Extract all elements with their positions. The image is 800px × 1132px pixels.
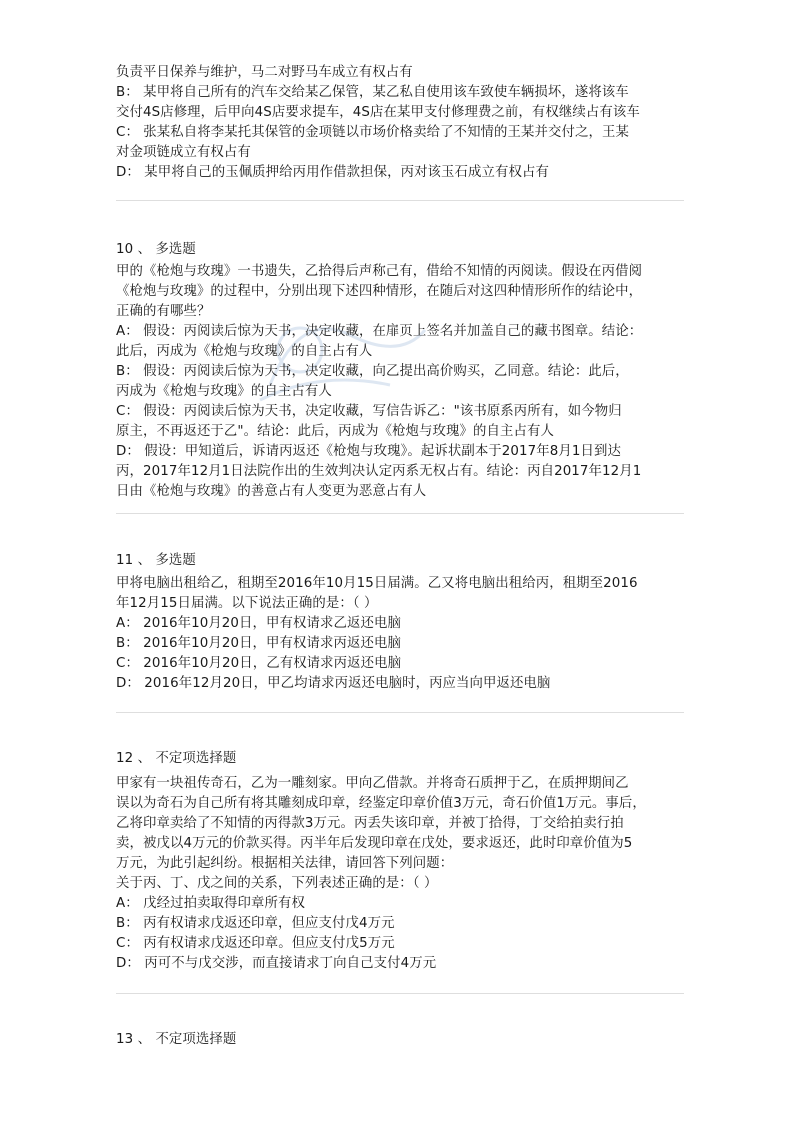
question-11-stem: 年12月15日届满。以下说法正确的是：（ ） (116, 596, 378, 611)
question-divider (116, 513, 684, 514)
question-10-option-c-continued: 原主，不再返还于乙"。结论：此后，丙成为《枪炮与玫瑰》的自主占有人 (116, 424, 554, 439)
question-12-option-b: B： 丙有权请求戊返还印章，但应支付戊4万元 (116, 916, 395, 931)
question-12-option-a: A： 戊经过拍卖取得印章所有权 (116, 896, 305, 911)
question-11-option-b: B： 2016年10月20日，甲有权请求丙返还电脑 (116, 636, 401, 651)
question-divider (116, 200, 684, 201)
question-9-option-b: B： 某甲将自己所有的汽车交给某乙保管，某乙私自使用该车致使车辆损坏，遂将该车 (116, 85, 629, 100)
question-10-header: 10 、 多选题 (116, 242, 196, 257)
question-10-option-b-continued: 丙成为《枪炮与玫瑰》的自主占有人 (116, 384, 332, 399)
question-9-option-c-continued: 对金项链成立有权占有 (116, 145, 251, 160)
question-12-stem: 乙将印章卖给了不知情的丙得款3万元。丙丢失该印章，并被丁拾得，丁交给拍卖行拍 (116, 816, 624, 831)
question-9-option-c: C： 张某私自将李某托其保管的金项链以市场价格卖给了不知情的王某并交付之，王某 (116, 125, 629, 140)
question-10-stem: 正确的有哪些？ (116, 304, 211, 319)
question-12-prompt: 关于丙、丁、戊之间的关系，下列表述正确的是：（ ） (116, 876, 438, 891)
question-12-option-d: D： 丙可不与戊交涉，而直接请求丁向自己支付4万元 (116, 956, 437, 971)
question-12-stem: 万元，为此引起纠纷。根据相关法律，请回答下列问题： (116, 856, 454, 871)
question-12-stem: 误以为奇石为自己所有将其雕刻成印章，经鉴定印章价值3万元，奇石价值1万元。事后， (116, 796, 646, 811)
question-divider (116, 712, 684, 713)
question-9-option-b-continued: 交付4S店修理，后甲向4S店要求提车，4S店在某甲支付修理费之前，有权继续占有该车 (116, 105, 640, 120)
question-9-option-d: D： 某甲将自己的玉佩质押给丙用作借款担保，丙对该玉石成立有权占有 (116, 165, 549, 180)
question-12-stem: 甲家有一块祖传奇石，乙为一雕刻家。甲向乙借款。并将奇石质押于乙，在质押期间乙 (116, 776, 629, 791)
question-11-header: 11 、 多选题 (116, 553, 196, 568)
question-10-option-a: A： 假设：丙阅读后惊为天书，决定收藏，在扉页上签名并加盖自己的藏书图章。结论： (116, 324, 643, 339)
question-10-option-d: D： 假设：甲知道后，诉请丙返还《枪炮与玫瑰》。起诉状副本于2017年8月1日到达 (116, 444, 621, 459)
question-10-option-c: C： 假设：丙阅读后惊为天书，决定收藏，写信告诉乙："该书原系丙所有，如今物归 (116, 404, 622, 419)
question-10-option-d-continued: 日由《枪炮与玫瑰》的善意占有人变更为恶意占有人 (116, 484, 427, 499)
question-10-stem: 《枪炮与玫瑰》的过程中，分别出现下述四种情形，在随后对这四种情形所作的结论中， (116, 284, 643, 299)
question-12-option-c: C： 丙有权请求戊返还印章。但应支付戊5万元 (116, 936, 395, 951)
question-12-stem: 卖，被戊以4万元的价款买得。丙半年后发现印章在戊处，要求返还，此时印章价值为5 (116, 836, 633, 851)
question-divider (116, 993, 684, 994)
question-11-option-c: C： 2016年10月20日，乙有权请求丙返还电脑 (116, 656, 402, 671)
question-9-text-continued: 负责平日保养与维护，马二对野马车成立有权占有 (116, 65, 413, 80)
question-11-stem: 甲将电脑出租给乙，租期至2016年10月15日届满。乙又将电脑出租给丙，租期至2016 (116, 576, 638, 591)
question-12-header: 12 、 不定项选择题 (116, 751, 237, 766)
question-13-header: 13 、 不定项选择题 (116, 1032, 237, 1047)
question-10-stem: 甲的《枪炮与玫瑰》一书遗失，乙拾得后声称己有，借给不知情的丙阅读。假设在丙借阅 (116, 264, 643, 279)
question-10-option-a-continued: 此后，丙成为《枪炮与玫瑰》的自主占有人 (116, 344, 373, 359)
question-10-option-d-continued: 丙，2017年12月1日法院作出的生效判决认定丙系无权占有。结论：丙自2017年12月1 (116, 464, 642, 479)
question-10-option-b: B： 假设：丙阅读后惊为天书，决定收藏，向乙提出高价购买，乙同意。结论：此后， (116, 364, 629, 379)
question-11-option-a: A： 2016年10月20日，甲有权请求乙返还电脑 (116, 616, 401, 631)
question-11-option-d: D： 2016年12月20日，甲乙均请求丙返还电脑时，丙应当向甲返还电脑 (116, 676, 551, 691)
